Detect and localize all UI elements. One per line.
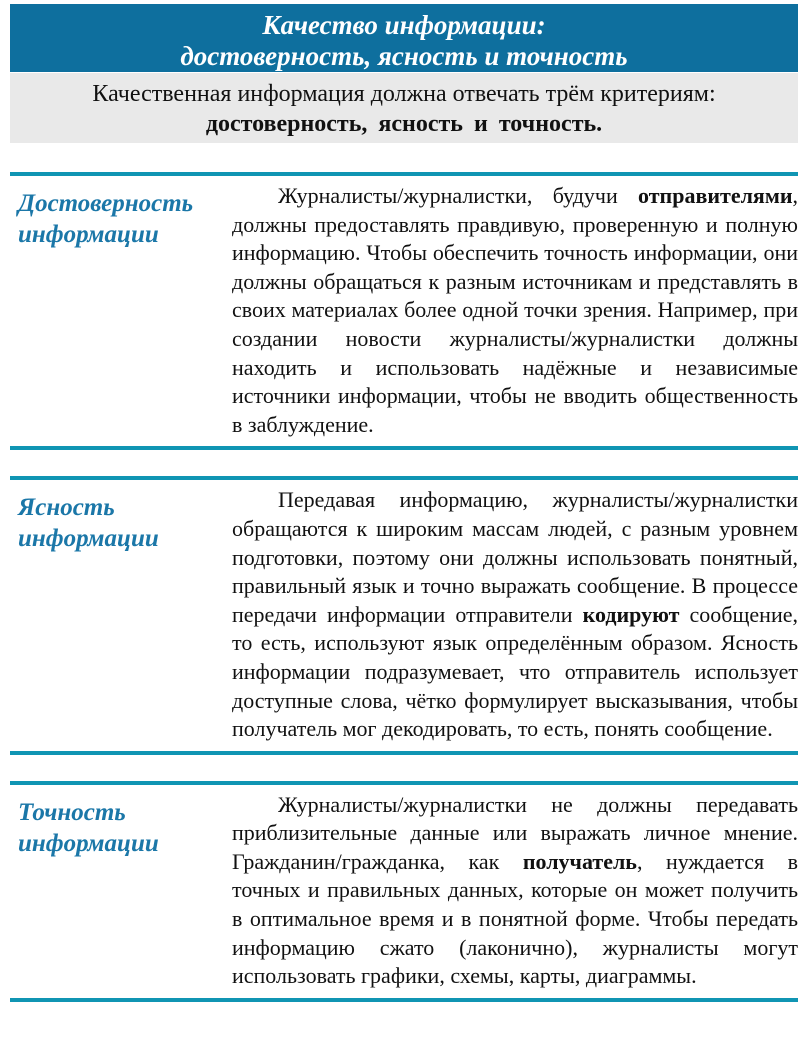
section-accuracy-paragraph xyxy=(232,791,798,991)
title-banner xyxy=(10,4,798,72)
text-run: Передавая информацию, журналисты/журналистки обращаются к широким массам людей, с разным уровнем подготовки, поэтому они должны использовать понятный, правильный язык и точно выражать сообщение. В процессе передачи информации отправители xyxy=(232,487,798,627)
section-clarity xyxy=(10,476,798,754)
text-run: Журналисты/журналистки не должны передавать приблизительные данные или выражать личное мнение. Гражданин/гражданка, как xyxy=(232,791,798,874)
text-run: Журналисты/журналистки, будучи xyxy=(278,183,639,208)
title-line-2: достоверность, ясность и точность xyxy=(180,41,628,71)
heading-line-2: информации xyxy=(18,221,159,248)
section-accuracy-body xyxy=(232,791,798,991)
text-run: , должны предоставлять правдивую, проверенную и полную информацию. Чтобы обеспечить точность информации, они должны обращаться к разным источникам и представлять в своих материалах более одной точки зрения. Например, при создании новости журналисты/журналистки должны находить и использовать надёжные и независимые источники информации, чтобы не вводить общественность в заблуждение. xyxy=(232,183,798,437)
text-run: сообщение, то есть, используют язык определённым образом. Ясность информации подразумевает, что отправитель использует доступные слова, чётко формулирует высказывания, чтобы получатель мог декодировать, то есть, понять сообщение. xyxy=(232,601,798,742)
bold-term: отправителями xyxy=(638,183,793,208)
document-page xyxy=(10,4,798,1002)
title-line-1: Качество информации: xyxy=(262,10,546,40)
section-accuracy xyxy=(10,781,798,1002)
section-reliability xyxy=(10,172,798,450)
bold-term: кодируют xyxy=(582,601,680,627)
heading-line-2: информации xyxy=(18,829,159,857)
intro-line-1: Качественная информация должна отвечать трём критериям: xyxy=(92,81,716,107)
section-reliability-paragraph xyxy=(232,182,798,439)
section-clarity-heading xyxy=(10,486,232,743)
heading-line-2: информации xyxy=(18,525,159,553)
heading-line-1: Точность xyxy=(18,798,126,826)
section-reliability-body xyxy=(232,182,798,439)
section-clarity-body xyxy=(232,486,798,743)
section-reliability-heading xyxy=(10,182,232,439)
section-accuracy-heading xyxy=(10,791,232,991)
text-run: , нуждается в точных и правильных данных, которые он может получить в оптимальное время и в понятной форме. Чтобы передать информацию сжато (лаконично), журналисты могут использовать графики, схемы, карты, диаграммы. xyxy=(232,848,798,989)
heading-line-1: Достоверность xyxy=(18,190,194,217)
criteria-sections xyxy=(10,172,798,1002)
intro-box xyxy=(10,73,798,143)
section-clarity-paragraph xyxy=(232,486,798,743)
bold-term: получатель xyxy=(522,848,637,874)
intro-line-2: достоверность, ясность и точность. xyxy=(205,111,603,137)
heading-line-1: Ясность xyxy=(18,494,115,522)
